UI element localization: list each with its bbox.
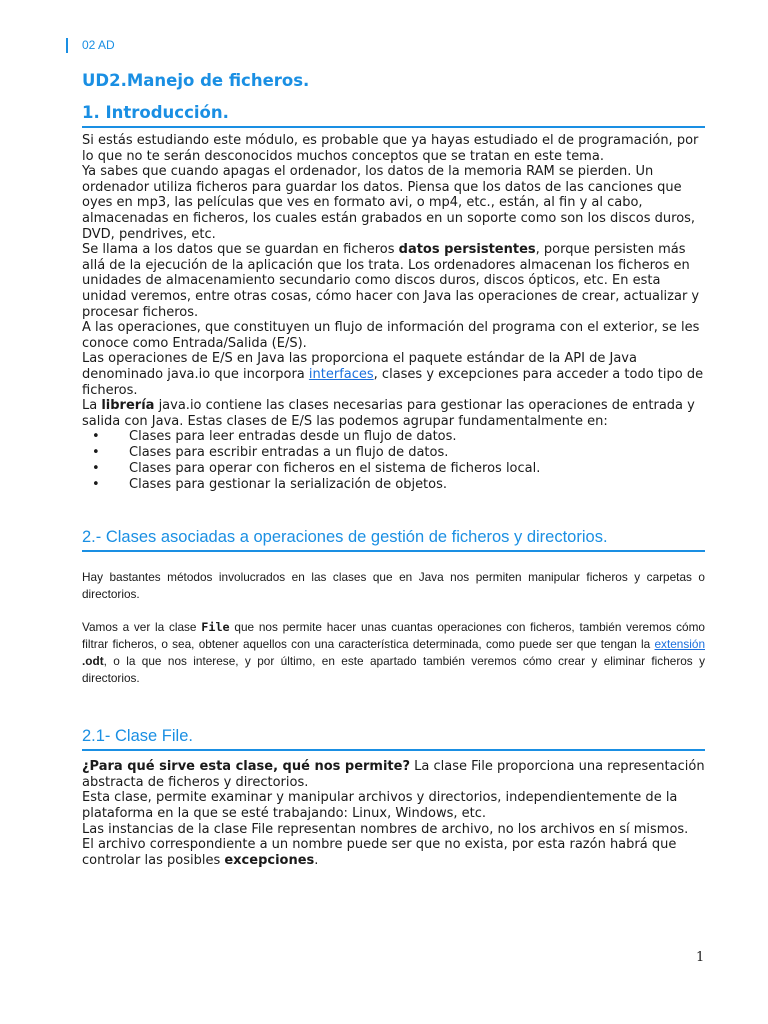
list-item: • Clases para leer entradas desde un flujo de datos. [82,429,705,445]
text-run: que nos permite hacer unas cuantas operaciones con ficheros, también veremos cómo filtrar ficheros, o sea, obtener aquellos con una característica determinada, como puede ser que tengan la [82,620,705,652]
interfaces-link[interactable]: interfaces [308,366,374,382]
section-1-paragraph [82,351,705,398]
bold-text: .odt [82,654,104,669]
document-title: UD2.Manejo de ficheros. [82,71,310,90]
list-item: • Clases para gestionar la serialización de objetos. [82,477,705,493]
section-2-1-body [82,759,705,868]
bold-text: excepciones [224,852,315,868]
text-run: , clases y excepciones para acceder a todo tipo de ficheros. [82,366,704,398]
text-run: La clase File proporciona una representación abstracta de ficheros y directorios. [82,759,705,790]
code-text: File [201,620,230,635]
bold-text: librería [101,398,155,414]
section-1-paragraph [82,398,705,429]
text-run: Se llama a los datos que se guardan en ficheros [82,242,399,258]
section-2-heading: 2.- Clases asociadas a operaciones de gestión de ficheros y directorios. [82,526,705,552]
header-bar [66,38,68,53]
text-run: java.io contiene las clases necesarias para gestionar las operaciones de entrada y salida con Java. Estas clases de E/S las podemos agrupar fundamentalmente en: [82,398,695,429]
section-1-paragraph [82,242,705,320]
section-2-1-paragraph: Esta clase, permite examinar y manipular archivos y directorios, independientemente de la plataforma en la que se esté trabajando: Linux, Windows, etc. [82,790,678,822]
section-1-body [82,133,705,493]
class-groups-list [82,429,705,493]
section-2-1-paragraph: Las instancias de la clase File representan nombres de archivo, no los archivos en sí mismos. [82,821,689,837]
list-item: • Clases para operar con ficheros en el sistema de ficheros local. [82,461,705,477]
section-2-paragraph [82,619,705,687]
text-run: El archivo correspondiente a un nombre puede ser que no exista, por esta razón habrá que controlar las posibles [82,837,677,868]
text-run: . [314,852,319,868]
section-2-1-paragraph [82,837,705,868]
page-number: 1 [696,950,705,965]
section-1-paragraph: A las operaciones, que constituyen un flujo de información del programa con el exterior, se les conoce como Entrada/Salida (E/S). [82,320,700,351]
section-1-paragraph: Si estás estudiando este módulo, es probable que ya hayas estudiado el de programación, por lo que no te serán desconocidos muchos conceptos que se tratan en este tema. [82,133,699,164]
bold-text: datos persistentes [398,242,536,258]
text-run: La [82,398,102,414]
text-run: , o la que nos interese, y por último, en este apartado también veremos cómo crear y eliminar ficheros y directorios. [82,654,705,686]
section-2-1-paragraph [82,759,705,790]
text-run: Las operaciones de E/S en Java las proporciona el paquete estándar de la API de Java denominado java.io que incorpora [82,351,637,382]
text-run: , porque persisten más allá de la ejecución de la aplicación que los trata. Los ordenadores almacenan los ficheros en unidades de almacenamiento secundario como discos duros, discos ópticos, etc. En esta unidad veremos, entre otras cosas, cómo hacer con Java las operaciones de crear, actualizar y procesar ficheros. [82,242,700,320]
document-content [82,70,705,868]
list-item: • Clases para escribir entradas a un flujo de datos. [82,445,705,461]
bold-text: ¿Para qué sirve esta clase, qué nos permite? [82,759,411,775]
extension-link[interactable]: extensión [654,637,705,652]
section-1-heading: 1. Introducción. [82,102,705,128]
page-header [66,36,115,54]
section-2-1-heading: 2.1- Clase File. [82,725,705,751]
section-2-paragraph: Hay bastantes métodos involucrados en las clases que en Java nos permiten manipular ficheros y carpetas o directorios. [82,570,705,602]
text-run: Vamos a ver la clase [82,620,202,635]
section-1-paragraph: Ya sabes que cuando apagas el ordenador, los datos de la memoria RAM se pierden. Un ordenador utiliza ficheros para guardar los datos. Piensa que los datos de las canciones que oyes en mp3, las películas que ves en formato avi, o mp4, etc., están, al fin y al cabo, almacenadas en ficheros, los cuales están grabados en un soporte como son los discos duros, DVD, pendrives, etc. [82,164,696,242]
header-text: 02 AD [82,38,115,52]
